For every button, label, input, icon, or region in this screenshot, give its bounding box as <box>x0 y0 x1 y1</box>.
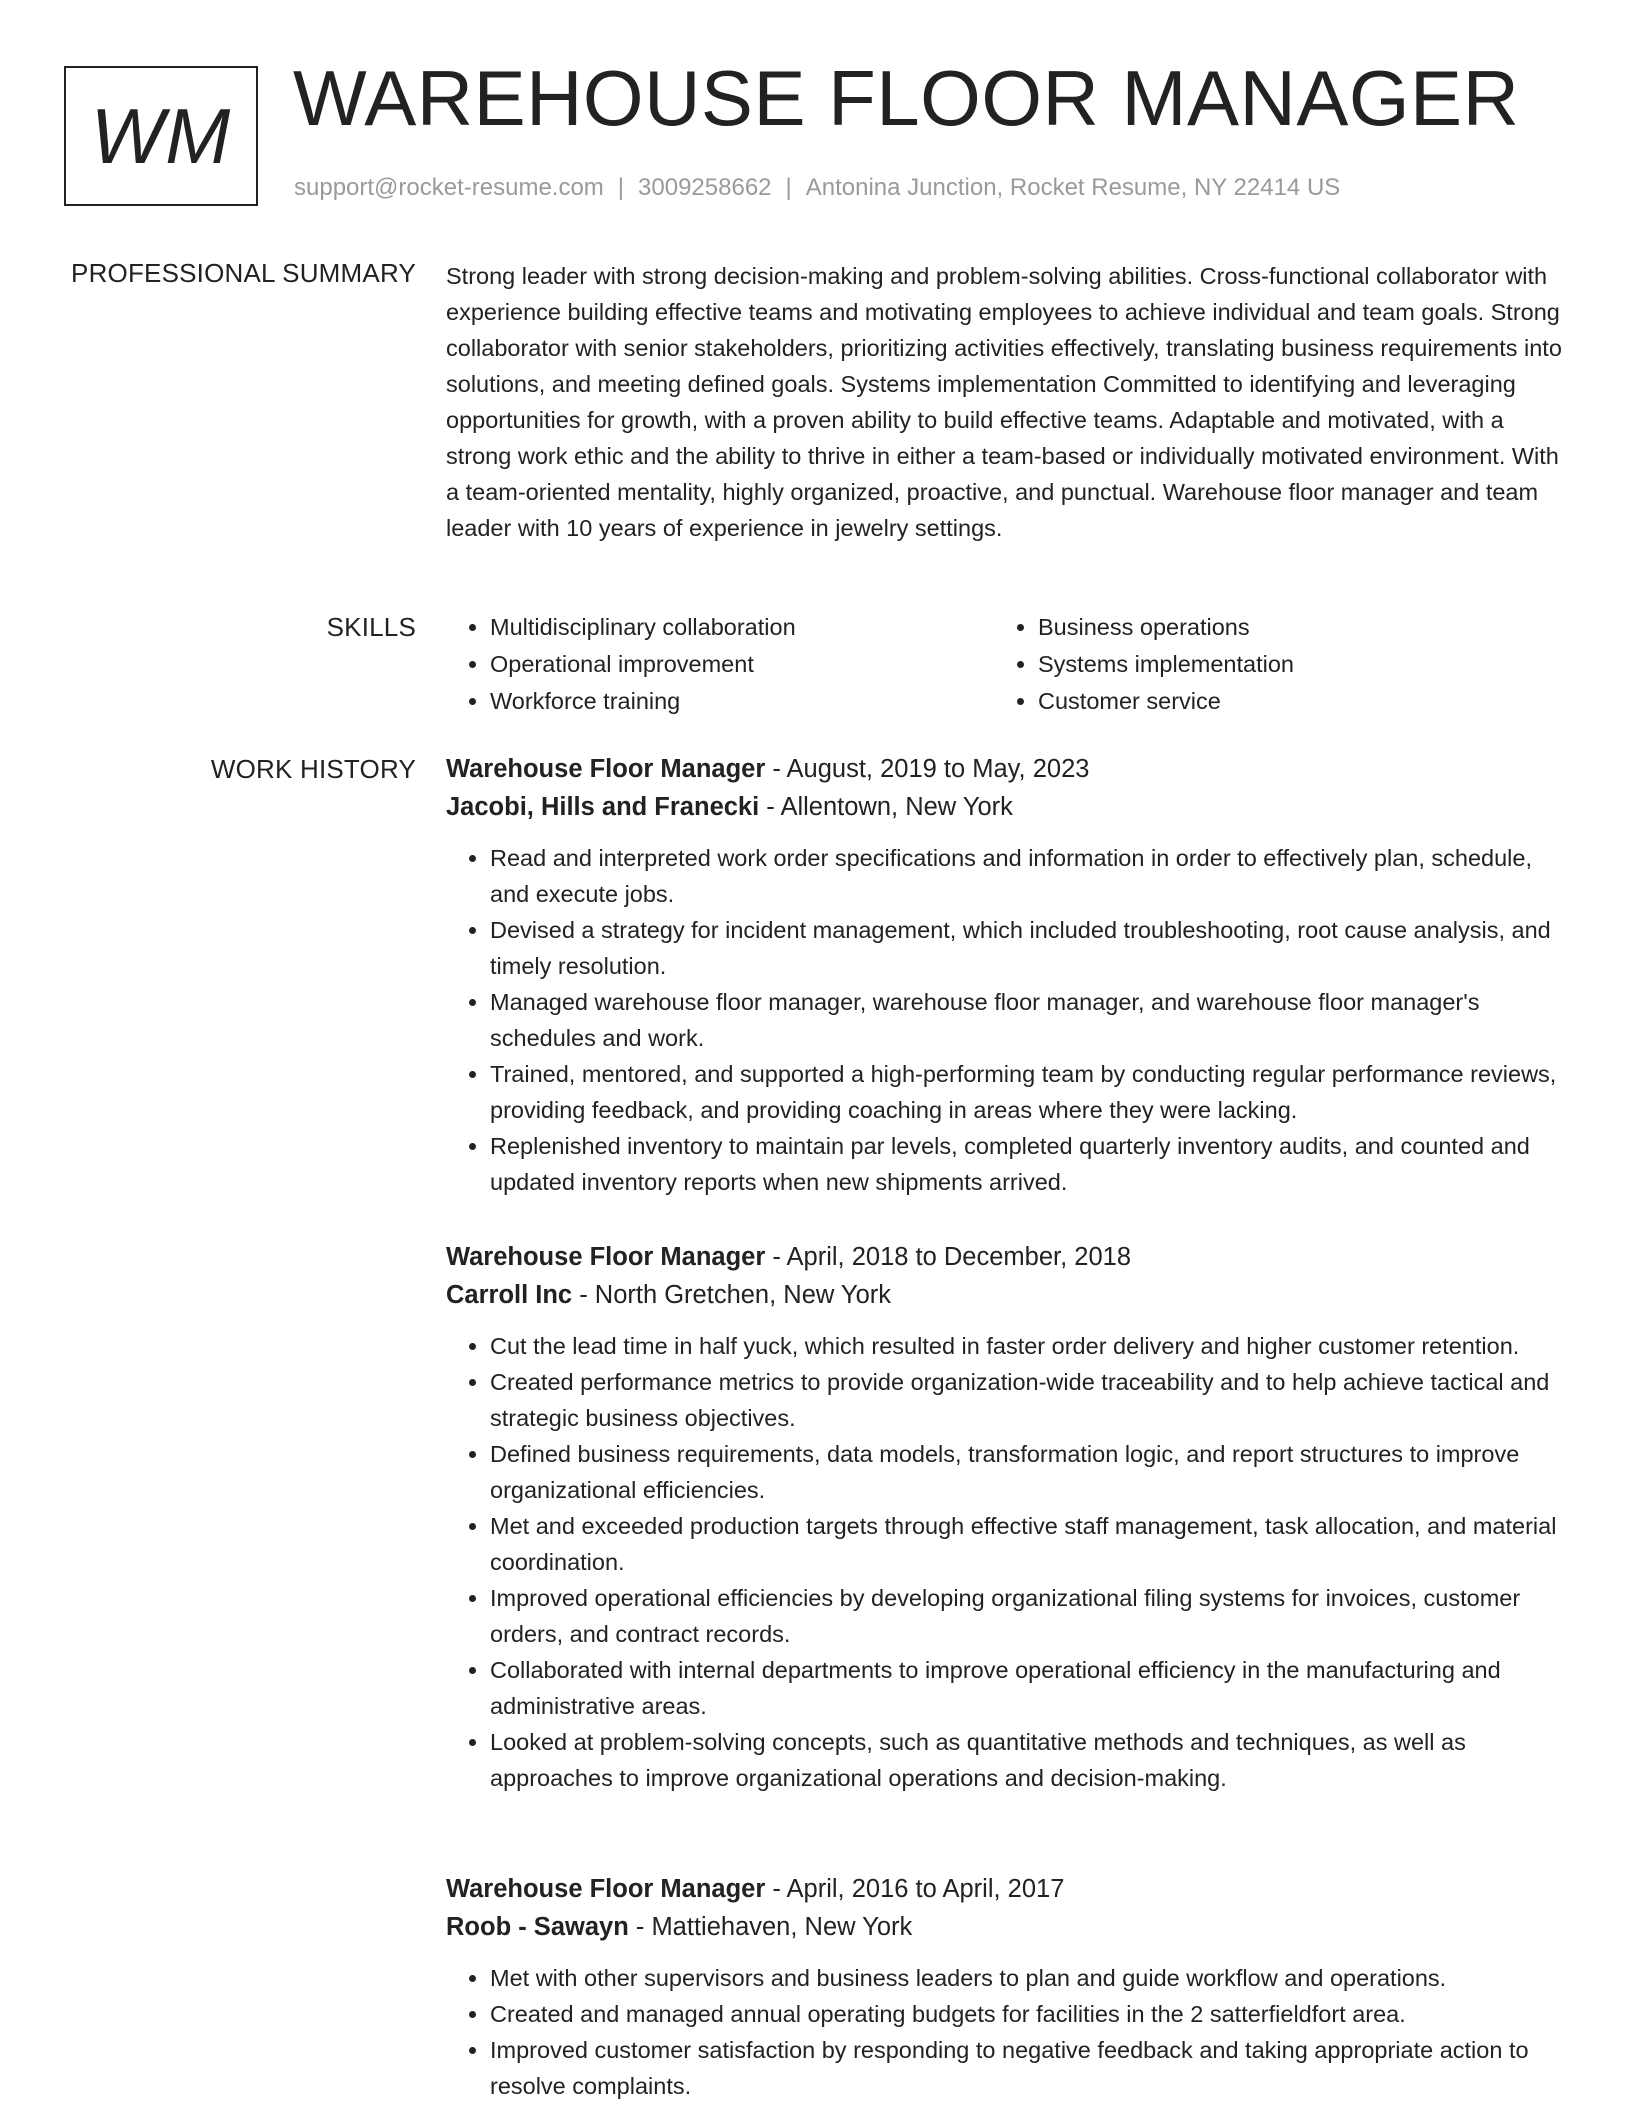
job-bullet: • Defined business requirements, data models, transformation logic, and report structures to improve organizational efficiencies. <box>490 1436 1566 1508</box>
job-bullet: • Devised a strategy for incident management, which included troubleshooting, root cause analysis, and timely resolution. <box>490 912 1566 984</box>
job-bullet: • Collaborated with internal departments to improve operational efficiency in the manufacturing and administrative areas. <box>490 1652 1566 1724</box>
skills-list <box>446 609 1566 720</box>
section-label-work: WORK HISTORY <box>210 754 416 784</box>
section-label-skills: SKILLS <box>326 612 416 642</box>
job-dates: - April, 2016 to April, 2017 <box>765 1875 1065 1903</box>
contact-line <box>294 174 1340 203</box>
job-entry <box>446 750 1566 1200</box>
job-company: Jacobi, Hills and Franecki <box>446 793 760 821</box>
skill-item: • Systems implementation <box>1038 646 1542 683</box>
job-bullet: • Trained, mentored, and supported a high-performing team by conducting regular performance reviews, providing feedback, and providing coaching in areas where they were lacking. <box>490 1056 1566 1128</box>
job-bullet: • Managed warehouse floor manager, warehouse floor manager, and warehouse floor manager's schedules and work. <box>490 984 1566 1056</box>
resume-title: WAREHOUSE FLOOR MANAGER <box>293 54 1520 142</box>
job-bullets <box>446 840 1566 1200</box>
job-dates: - April, 2018 to December, 2018 <box>765 1243 1131 1271</box>
job-location: - North Gretchen, New York <box>572 1281 892 1309</box>
job-bullet: • Looked at problem-solving concepts, such as quantitative methods and techniques, as well as approaches to improve organizational operations and decision-making. <box>490 1724 1566 1796</box>
job-bullet: • Improved customer satisfaction by responding to negative feedback and taking appropriate action to resolve complaints. <box>490 2032 1566 2104</box>
job-bullet: • Created performance metrics to provide organization-wide traceability and to help achieve tactical and strategic business objectives. <box>490 1364 1566 1436</box>
job-bullet: • Created and managed annual operating budgets for facilities in the 2 satterfieldfort area. <box>490 1996 1566 2032</box>
skill-item: • Business operations <box>1038 609 1542 646</box>
job-title: Warehouse Floor Manager <box>446 1875 766 1903</box>
job-company: Carroll Inc <box>446 1281 573 1309</box>
job-location: - Allentown, New York <box>759 793 1013 821</box>
contact-email[interactable]: support@rocket-resume.com <box>294 174 604 201</box>
contact-separator: | <box>617 174 625 201</box>
job-bullet: • Replenished inventory to maintain par levels, completed quarterly inventory audits, and counted and updated inventory reports when new shipments arrived. <box>490 1128 1566 1200</box>
job-title: Warehouse Floor Manager <box>446 1243 766 1271</box>
contact-separator: | <box>785 174 792 201</box>
job-title: Warehouse Floor Manager <box>446 755 766 783</box>
job-bullet: • Met and exceeded production targets through effective staff management, task allocation, and material coordination. <box>490 1508 1566 1580</box>
skills-column-right <box>994 609 1542 720</box>
skill-item: • Multidisciplinary collaboration <box>490 609 994 646</box>
job-entry <box>446 1870 1566 2104</box>
job-dates: - August, 2019 to May, 2023 <box>765 755 1090 783</box>
job-bullet: • Cut the lead time in half yuck, which resulted in faster order delivery and higher customer retention. <box>490 1328 1566 1364</box>
section-label-summary: PROFESSIONAL SUMMARY <box>71 258 416 288</box>
summary-body <box>446 258 1566 546</box>
monogram-initials: WM <box>90 91 232 180</box>
job-company-line <box>446 788 1566 826</box>
job-company-line <box>446 1276 1566 1314</box>
job-title-line <box>446 1870 1566 1908</box>
job-location: - Mattiehaven, New York <box>628 1913 913 1941</box>
skill-item: • Customer service <box>1038 683 1542 720</box>
job-bullet: • Read and interpreted work order specifications and information in order to effectively plan, schedule, and execute jobs. <box>490 840 1566 912</box>
skills-column-left <box>446 609 994 720</box>
job-company: Roob - Sawayn <box>446 1913 629 1941</box>
job-title-line <box>446 1238 1566 1276</box>
summary-text: Strong leader with strong decision-making and problem-solving abilities. Cross-functional collaborator with experience building effective teams and motivating employees to achieve individual and team goals. Strong collaborator with senior stakeholders, prioritizing activities effectively, translating business requirements into solutions, and meeting defined goals. Systems implementation Committed to identifying and leveraging opportunities for growth, with a proven ability to build effective teams. Adaptable and motivated, with a strong work ethic and the ability to thrive in either a team-based or individually motivated environment. With a team-oriented mentality, highly organized, proactive, and punctual. Warehouse floor manager and team leader with 10 years of experience in jewelry settings. <box>446 263 1562 541</box>
job-bullets <box>446 1328 1566 1796</box>
skill-item: • Operational improvement <box>490 646 994 683</box>
job-title-line <box>446 750 1566 788</box>
skill-item: • Workforce training <box>490 683 994 720</box>
contact-phone[interactable]: 3009258662 <box>638 174 772 201</box>
job-bullet: • Met with other supervisors and business leaders to plan and guide workflow and operations. <box>490 1960 1566 1996</box>
job-bullet: • Improved operational efficiencies by developing organizational filing systems for invoices, customer orders, and contract records. <box>490 1580 1566 1652</box>
job-company-line <box>446 1908 1566 1946</box>
job-entry <box>446 1238 1566 1796</box>
monogram-box <box>64 66 258 206</box>
contact-address: Antonina Junction, Rocket Resume, NY 22414 US <box>805 174 1341 201</box>
job-bullets <box>446 1960 1566 2104</box>
